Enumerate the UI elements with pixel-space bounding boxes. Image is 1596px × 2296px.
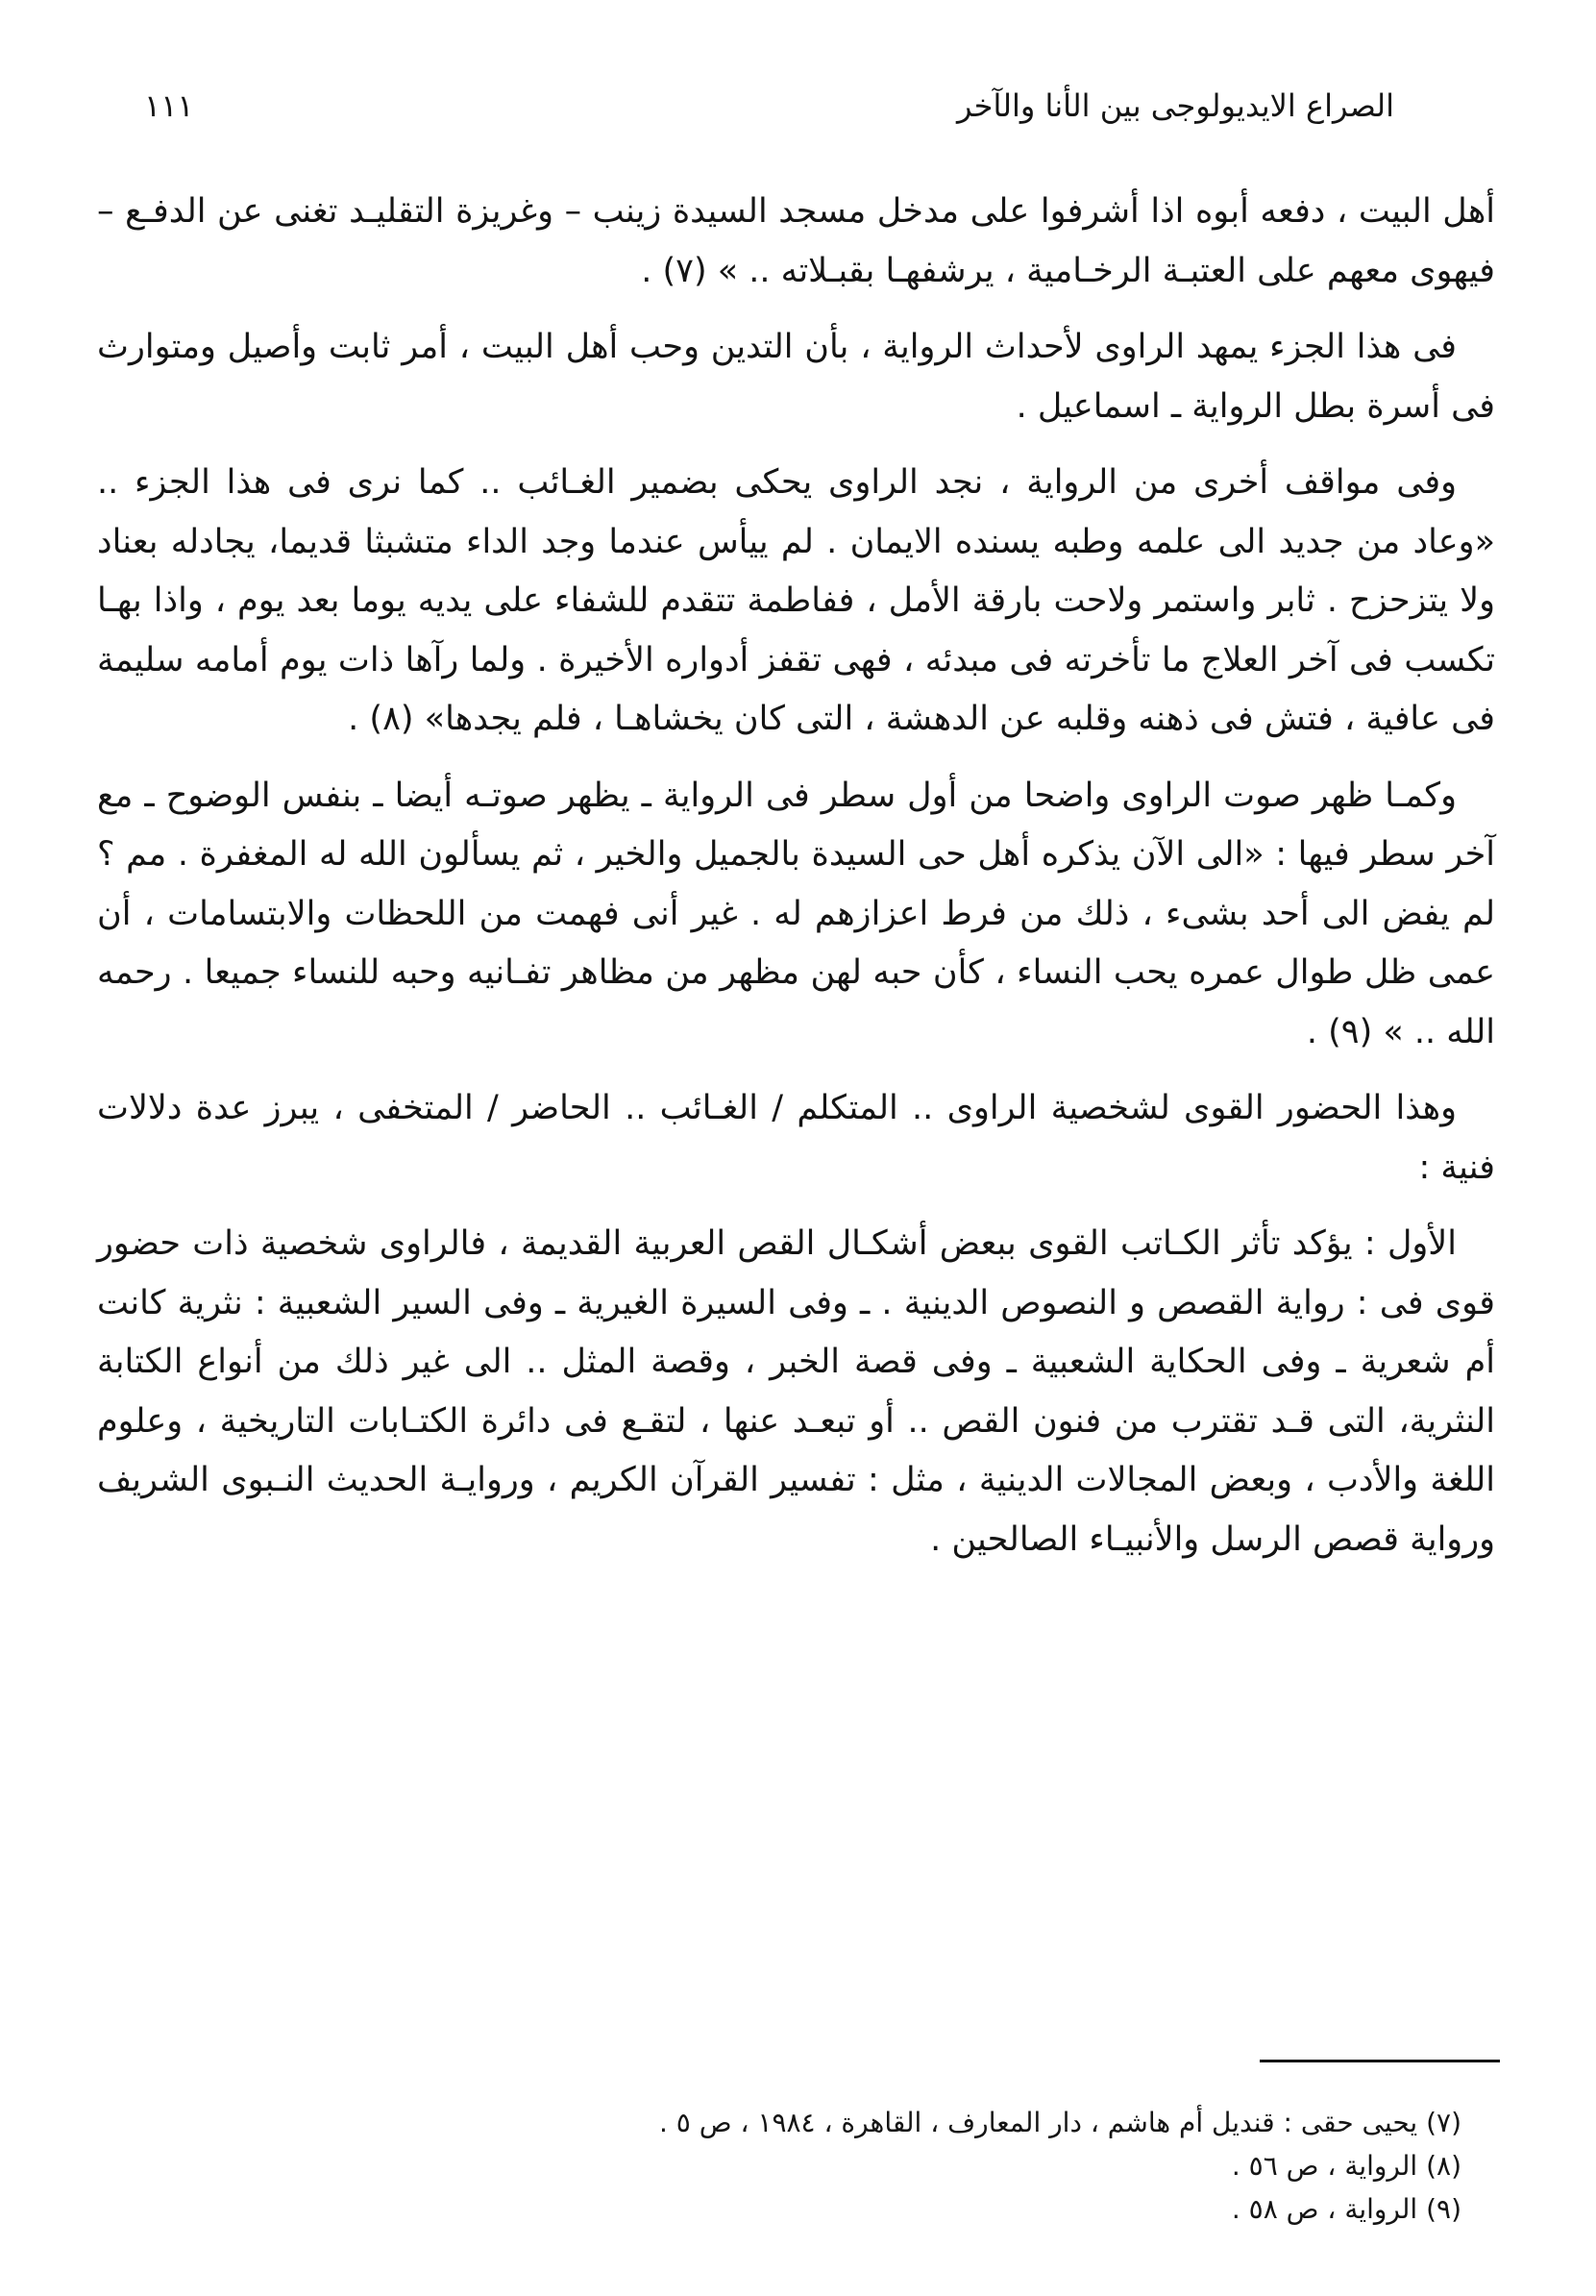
footnote-8: (٨) الرواية ، ص ٥٦ . — [1231, 2150, 1461, 2182]
paragraph-third-person: وفى مواقف أخرى من الرواية ، نجد الراوى يحكى بضمير الغـائب .. كما نرى فى هذا الجزء .. «وعاد من جديد الى علمه وطبه يسنده الايمان . لم ييأس عندما وجد الداء متشبثا قديما، يجادله بعناد ولا يتزحزح . ثابر واستمر ولاحت بارقة الأمل ، ففاطمة تتقدم للشفاء على يديه يوما بعد يوم ، واذا بهـا تكسب فى آخر العلاج ما تأخرته فى مبدئه ، فهى تقفز أدواره الأخيرة . ولما رآها ذات يوم أمامه سليمة فى عافية ، فتش فى ذهنه وقلبه عن الدهشة ، التى كان يخشاهـا ، فلم يجدها» (٨) . — [97, 463, 1495, 738]
running-title: الصراع الايديولوجى بين الأنا والآخر — [957, 87, 1394, 124]
footnote-9: (٩) الرواية ، ص ٥٨ . — [1231, 2193, 1461, 2225]
page-number: ١١١ — [144, 87, 194, 124]
footnote-divider — [1260, 2060, 1500, 2062]
footnotes — [116, 2101, 1461, 2231]
footnote-7: (٧) يحيى حقى : قنديل أم هاشم ، دار المعارف ، القاهرة ، ١٩٨٤ ، ص ٥ . — [658, 2107, 1461, 2138]
body-text — [97, 183, 1495, 1587]
paragraph-continuation: أهل البيت ، دفعه أبوه اذا أشرفوا على مدخل مسجد السيدة زينب – وغريزة التقليـد تغنى عن الدفـع – فيهوى معهم على العتبـة الرخـامية ، يرشفهـا بقبـلاته .. » (٧) . — [97, 192, 1495, 290]
paragraph-narrator-intro: فى هذا الجزء يمهد الراوى لأحداث الرواية ، بأن التدين وحب أهل البيت ، أمر ثابت وأصيل ومتوارث فى أسرة بطل الرواية ـ اسماعيل . — [97, 328, 1495, 426]
paragraph-narrator-voice: وكمـا ظهر صوت الراوى واضحا من أول سطر فى الرواية ـ يظهر صوتـه أيضا ـ بنفس الوضوح ـ مع آخر سطر فيها : «الى الآن يذكره أهل حى السيدة بالجميل والخير ، ثم يسألون الله له المغفرة . مم ؟ لم يفض الى أحد بشىء ، ذلك من فرط اعزازهم له . غير أنى فهمت من اللحظات والابتسامات ، أن عمى ظل طوال عمره يحب النساء ، كأن حبه لهن مظهر من مظاهر تفـانيه وحبه للنساء جميعا . رحمه الله .. » (٩) . — [97, 776, 1495, 1051]
paragraph-presence: وهذا الحضور القوى لشخصية الراوى .. المتكلم / الغـائب .. الحاضر / المتخفى ، يبرز عدة دلالات فنية : — [97, 1089, 1495, 1187]
page-header — [144, 77, 1394, 135]
paragraph-first-point: الأول : يؤكد تأثر الكـاتب القوى ببعض أشكـال القص العربية القديمة ، فالراوى شخصية ذات حضور قوى فى : رواية القصص و النصوص الدينية . ـ وفى السيرة الغيرية ـ وفى السير الشعبية : نثرية كانت أم شعرية ـ وفى الحكاية الشعبية ـ وفى قصة الخبر ، وقصة المثل .. الى غير ذلك من أنواع الكتابة النثرية، التى قـد تقترب من فنون القص .. أو تبعـد عنها ، لتقـع فى دائرة الكتـابات التاريخية ، وعلوم اللغة والأدب ، وبعض المجالات الدينية ، مثل : تفسير القرآن الكريم ، وروايـة الحديث النـبوى الشريف ورواية قصص الرسل والأنبيـاء الصالحين . — [97, 1224, 1495, 1559]
